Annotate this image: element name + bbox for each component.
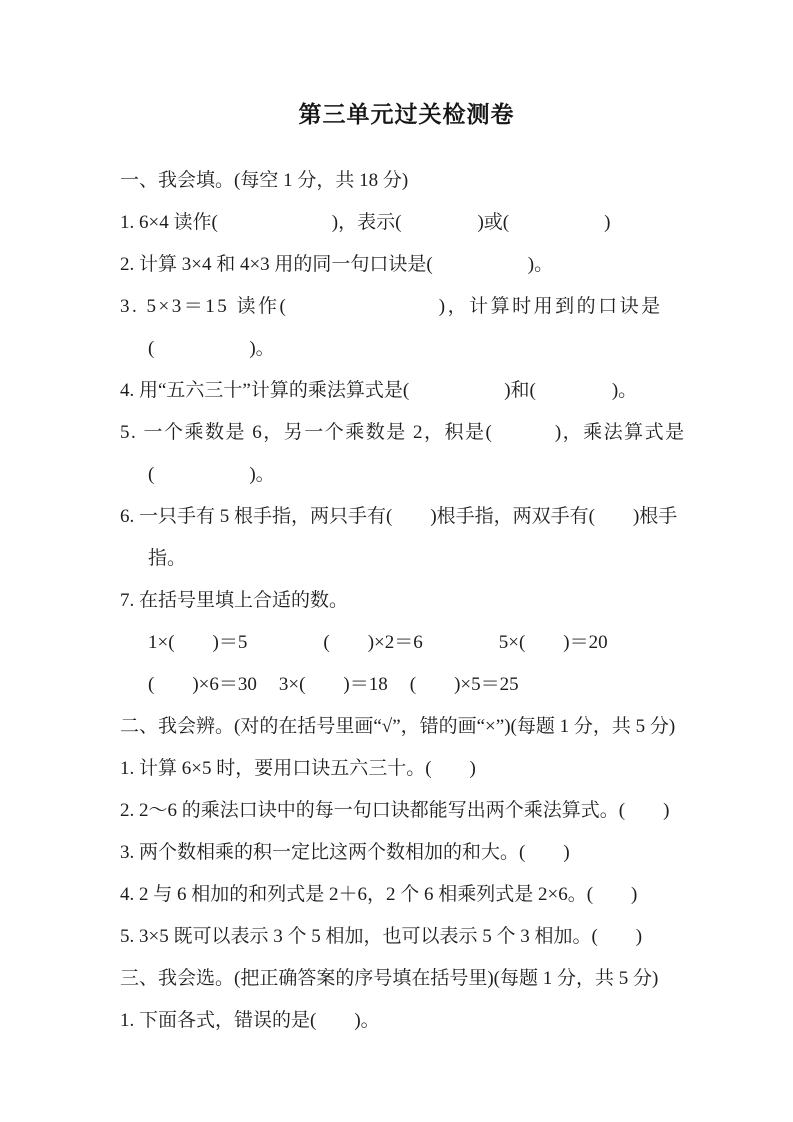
equation-1x5: 1×( )＝5 xyxy=(148,632,248,653)
question-choose-1: 1. 下面各式，错误的是( )。 xyxy=(120,1010,380,1031)
question-fill-7: 7. 在括号里填上合适的数。 xyxy=(120,590,349,611)
question-fill-6-line-2: 指。 xyxy=(148,548,187,569)
question-judge-5: 5. 3×5 既可以表示 3 个 5 相加，也可以表示 5 个 3 相加。( ) xyxy=(120,926,643,947)
question-fill-5-line-1: 5. 一个乘数是 6，另一个乘数是 2，积是( )，乘法算式是 xyxy=(120,422,686,443)
equation-x5-25: ( )×5＝25 xyxy=(409,674,519,695)
section-judge-heading: 二、我会辨。(对的在括号里画“√”，错的画“×”)(每题 1 分，共 5 分) xyxy=(120,716,676,737)
section-choose-heading: 三、我会选。(把正确答案的序号填在括号里)(每题 1 分，共 5 分) xyxy=(120,968,659,989)
question-fill-6-line-1: 6. 一只手有 5 根手指，两只手有( )根手指，两双手有( )根手 xyxy=(120,506,678,527)
equation-5x20: 5×( )＝20 xyxy=(498,632,608,653)
equation-x2-6: ( )×2＝6 xyxy=(323,632,423,653)
equation-x6-30: ( )×6＝30 xyxy=(148,674,257,695)
question-judge-4: 4. 2 与 6 相加的和列式是 2＋6，2 个 6 相乘列式是 2×6。( ) xyxy=(120,884,638,905)
equation-row-2 xyxy=(120,664,693,706)
question-fill-3-line-1: 3. 5×3＝15 读作( )，计算时用到的口诀是 xyxy=(120,296,663,317)
equation-3x18: 3×( )＝18 xyxy=(278,674,388,695)
section-fill-heading: 一、我会填。(每空 1 分，共 18 分) xyxy=(120,170,409,191)
question-fill-4: 4. 用“五六三十”计算的乘法算式是( )和( )。 xyxy=(120,380,638,401)
page-title: 第三单元过关检测卷 xyxy=(298,101,515,127)
question-fill-2: 2. 计算 3×4 和 4×3 用的同一句口诀是( )。 xyxy=(120,254,554,275)
equation-row-1 xyxy=(120,622,693,664)
question-judge-1: 1. 计算 6×5 时，要用口诀五六三十。( ) xyxy=(120,758,476,779)
question-judge-2: 2. 2～6 的乘法口诀中的每一句口诀都能写出两个乘法算式。( ) xyxy=(120,800,670,821)
question-judge-3: 3. 两个数相乘的积一定比这两个数相加的和大。( ) xyxy=(120,842,570,863)
question-fill-1: 1. 6×4 读作( )，表示( )或( ) xyxy=(120,212,611,233)
question-fill-3-line-2: ( )。 xyxy=(148,338,275,359)
question-fill-5-line-2: ( )。 xyxy=(148,464,275,485)
